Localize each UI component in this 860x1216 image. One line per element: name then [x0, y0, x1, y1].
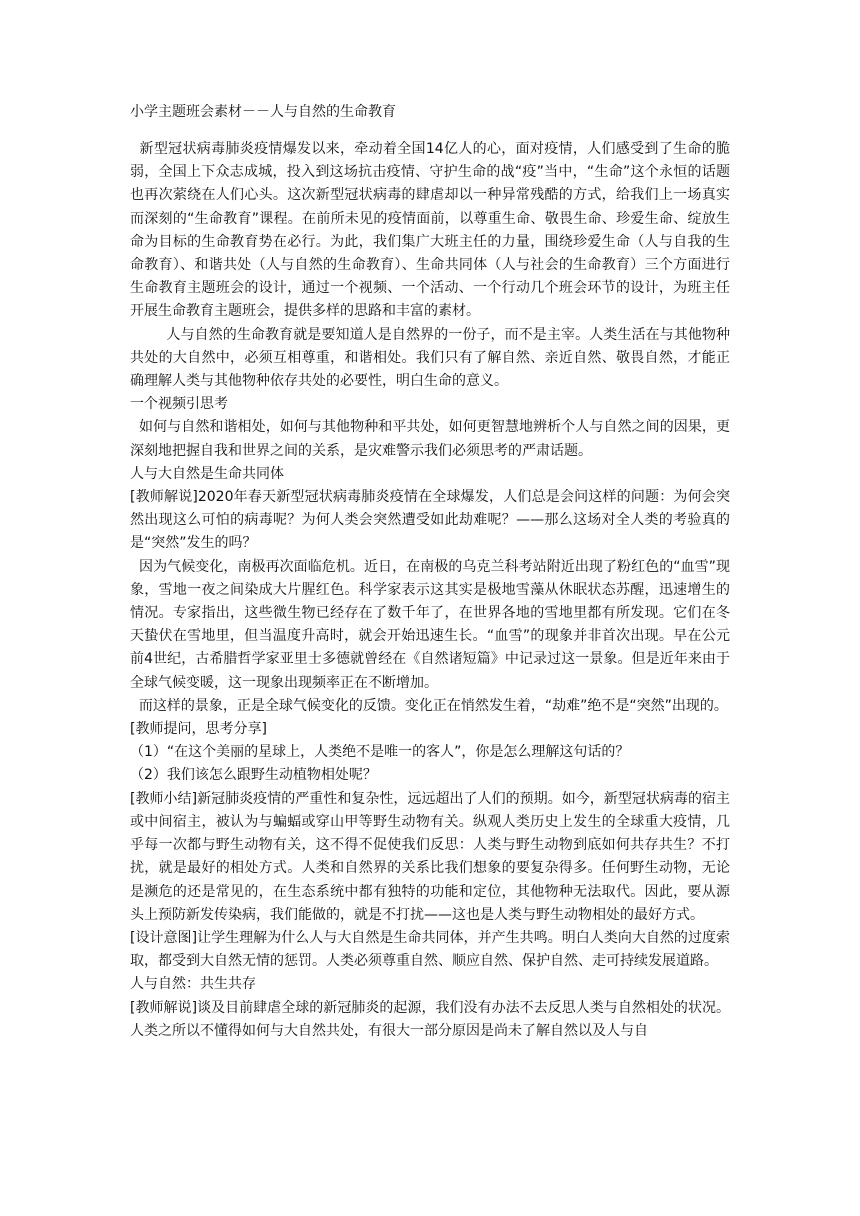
blood-snow-paragraph: 因为气候变化，南极再次面临危机。近日，在南极的乌克兰科考站附近出现了粉红色的“血雪”现象，雪地一夜之间染成大片腥红色。科学家表示这其实是极地雪藻从休眠状态苏醒，迅速增生的情况。专家指出，这些微生物已经存在了数千年了，在世界各地的雪地里都有所发现。它们在冬天蛰伏在雪地里，但当温度升高时，就会开始迅速生长。“血雪”的现象并非首次出现。早在公元前4世纪，古希腊哲学家亚里士多德就曾经在《自然诸短篇》中记录过这一景象。但是近年来由于全球气候变暖，这一现象出现频率正在不断增加。 [130, 558, 730, 691]
document-body [130, 138, 730, 1043]
video-paragraph: 如何与自然和谐相处，如何与其他物种和平共处，如何更智慧地辨析个人与自然之间的因果，更深刻地把握自我和世界之间的关系，是灾难警示我们必须思考的严肃话题。 [130, 419, 730, 459]
section-heading-coexist: 人与自然：共生共存 [130, 976, 256, 993]
question-item-2: （2）我们该怎么跟野生动植物相处呢？ [130, 767, 377, 784]
section-heading-video: 一个视频引思考 [130, 396, 228, 413]
teacher-summary-paragraph: [教师小结]新冠肺炎疫情的严重性和复杂性，远远超出了人们的预期。如今，新型冠状病毒的宿主或中间宿主，被认为与蝙蝠或穿山甲等野生动物有关。纵观人类历史上发生的全球重大疫情，几乎每一次都与野生动物有关，这不得不促使我们反思：人类与野生动物到底如何共存共生？不打扰，就是最好的相处方式。人类和自然界的关系比我们想象的要复杂得多。任何野生动物，无论是濒危的还是常见的，在生态系统中都有独特的功能和定位，其他物种无法取代。因此，要从源头上预防新发传染病，我们能做的，就是不打扰——这也是人类与野生动物相处的最好方式。 [130, 790, 730, 923]
final-narration-paragraph: [教师解说]谈及目前肆虐全球的新冠肺炎的起源，我们没有办法不去反思人类与自然相处的状况。人类之所以不懂得如何与大自然共处，有很大一部分原因是尚未了解自然以及人与自 [130, 999, 730, 1039]
intro-paragraph: 新型冠状病毒肺炎疫情爆发以来，牵动着全国14亿人的心，面对疫情，人们感受到了生命的脆弱，全国上下众志成城，投入到这场抗击疫情、守护生命的战“疫”当中，“生命”这个永恒的话题也再次萦绕在人们心头。这次新型冠状病毒的肆虐却以一种异常残酷的方式，给我们上一场真实而深刻的“生命教育”课程。在前所未见的疫情面前，以尊重生命、敬畏生命、珍爱生命、绽放生命为目标的生命教育势在必行。为此，我们集广大班主任的力量，围绕珍爱生命（人与自我的生命教育）、和谐共处（人与自然的生命教育）、生命共同体（人与社会的生命教育）三个方面进行生命教育主题班会的设计，通过一个视频、一个活动、一个行动几个班会环节的设计，为班主任开展生命教育主题班会，提供多样的思路和丰富的素材。 [130, 141, 731, 320]
definition-paragraph: 人与自然的生命教育就是要知道人是自然界的一份子，而不是主宰。人类生活在与其他物种共处的大自然中，必须互相尊重，和谐相处。我们只有了解自然、亲近自然、敬畏自然，才能正确理解人类与其他物种依存共处的必要性，明白生命的意义。 [130, 326, 731, 390]
climate-feedback-paragraph: 而这样的景象，正是全球气候变化的反馈。变化正在悄然发生着，“劫难”绝不是“突然”出现的。 [130, 697, 728, 714]
teacher-question-heading: [教师提问，思考分享] [130, 721, 267, 738]
section-heading-community: 人与大自然是生命共同体 [130, 465, 284, 482]
teacher-narration-paragraph: [教师解说]2020年春天新型冠状病毒肺炎疫情在全球爆发，人们总是会问这样的问题：为何会突然出现这么可怕的病毒呢？为何人类会突然遭受如此劫难呢？——那么这场对全人类的考验真的是“突然”发生的吗？ [130, 489, 730, 552]
question-item-1: （1）“在这个美丽的星球上，人类绝不是唯一的客人”，你是怎么理解这句话的？ [130, 744, 630, 761]
document-title: 小学主题班会素材－－人与自然的生命教育 [130, 104, 396, 120]
document-page [130, 100, 730, 1043]
design-intent-paragraph: [设计意图]让学生理解为什么人与大自然是生命共同体，并产生共鸣。明白人类向大自然的过度索取，都受到大自然无情的惩罚。人类必须尊重自然、顺应自然、保护自然、走可持续发展道路。 [130, 929, 730, 970]
